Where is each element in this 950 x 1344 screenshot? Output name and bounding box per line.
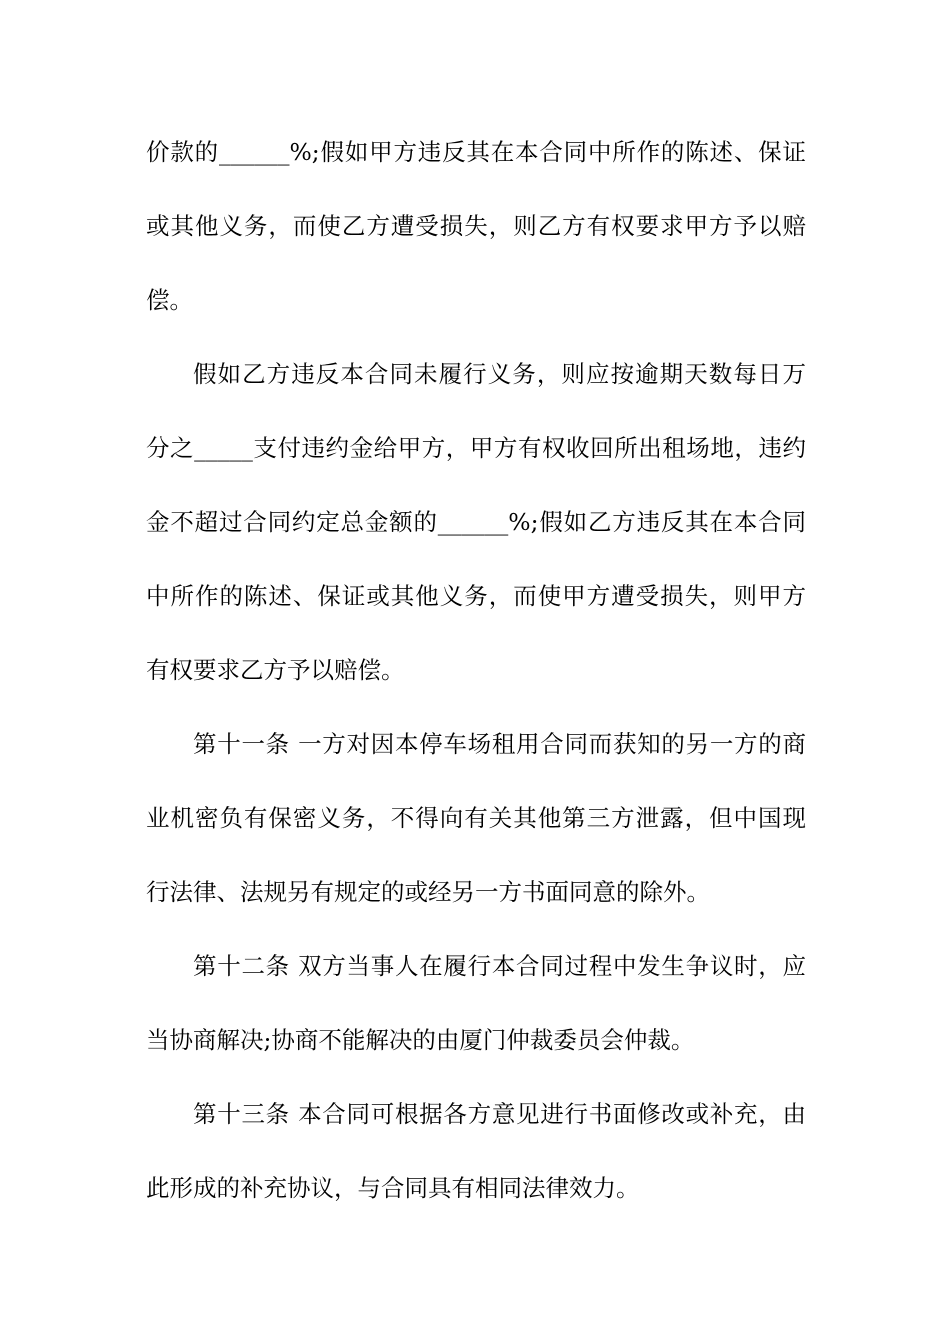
text-line: 此形成的补充协议，与合同具有相同法律效力。 — [146, 1174, 640, 1202]
text-line: 第十三条 本合同可根据各方意见进行书面修改或补充，由 — [193, 1100, 806, 1128]
text-line: 当协商解决;协商不能解决的由厦门仲裁委员会仲裁。 — [146, 1026, 695, 1054]
text-line: 第十二条 双方当事人在履行本合同过程中发生争议时，应 — [193, 952, 806, 980]
text-line: 行法律、法规另有规定的或经另一方书面同意的除外。 — [146, 878, 710, 906]
document-body — [146, 127, 806, 1237]
text-line: 假如乙方违反本合同未履行义务，则应按逾期天数每日万 — [193, 360, 806, 388]
text-line: 有权要求乙方予以赔偿。 — [146, 656, 405, 684]
text-line: 业机密负有保密义务，不得向有关其他第三方泄露，但中国现 — [146, 804, 806, 832]
text-line: 偿。 — [146, 286, 193, 314]
text-line: 金不超过合同约定总金额的______%;假如乙方违反其在本合同 — [146, 508, 806, 536]
text-line: 或其他义务，而使乙方遭受损失，则乙方有权要求甲方予以赔 — [146, 212, 806, 240]
text-line: 分之_____支付违约金给甲方，甲方有权收回所出租场地，违约 — [146, 434, 806, 462]
text-line: 价款的______%;假如甲方违反其在本合同中所作的陈述、保证 — [146, 138, 806, 166]
text-line: 中所作的陈述、保证或其他义务，而使甲方遭受损失，则甲方 — [146, 582, 806, 610]
text-line: 第十一条 一方对因本停车场租用合同而获知的另一方的商 — [193, 730, 806, 758]
